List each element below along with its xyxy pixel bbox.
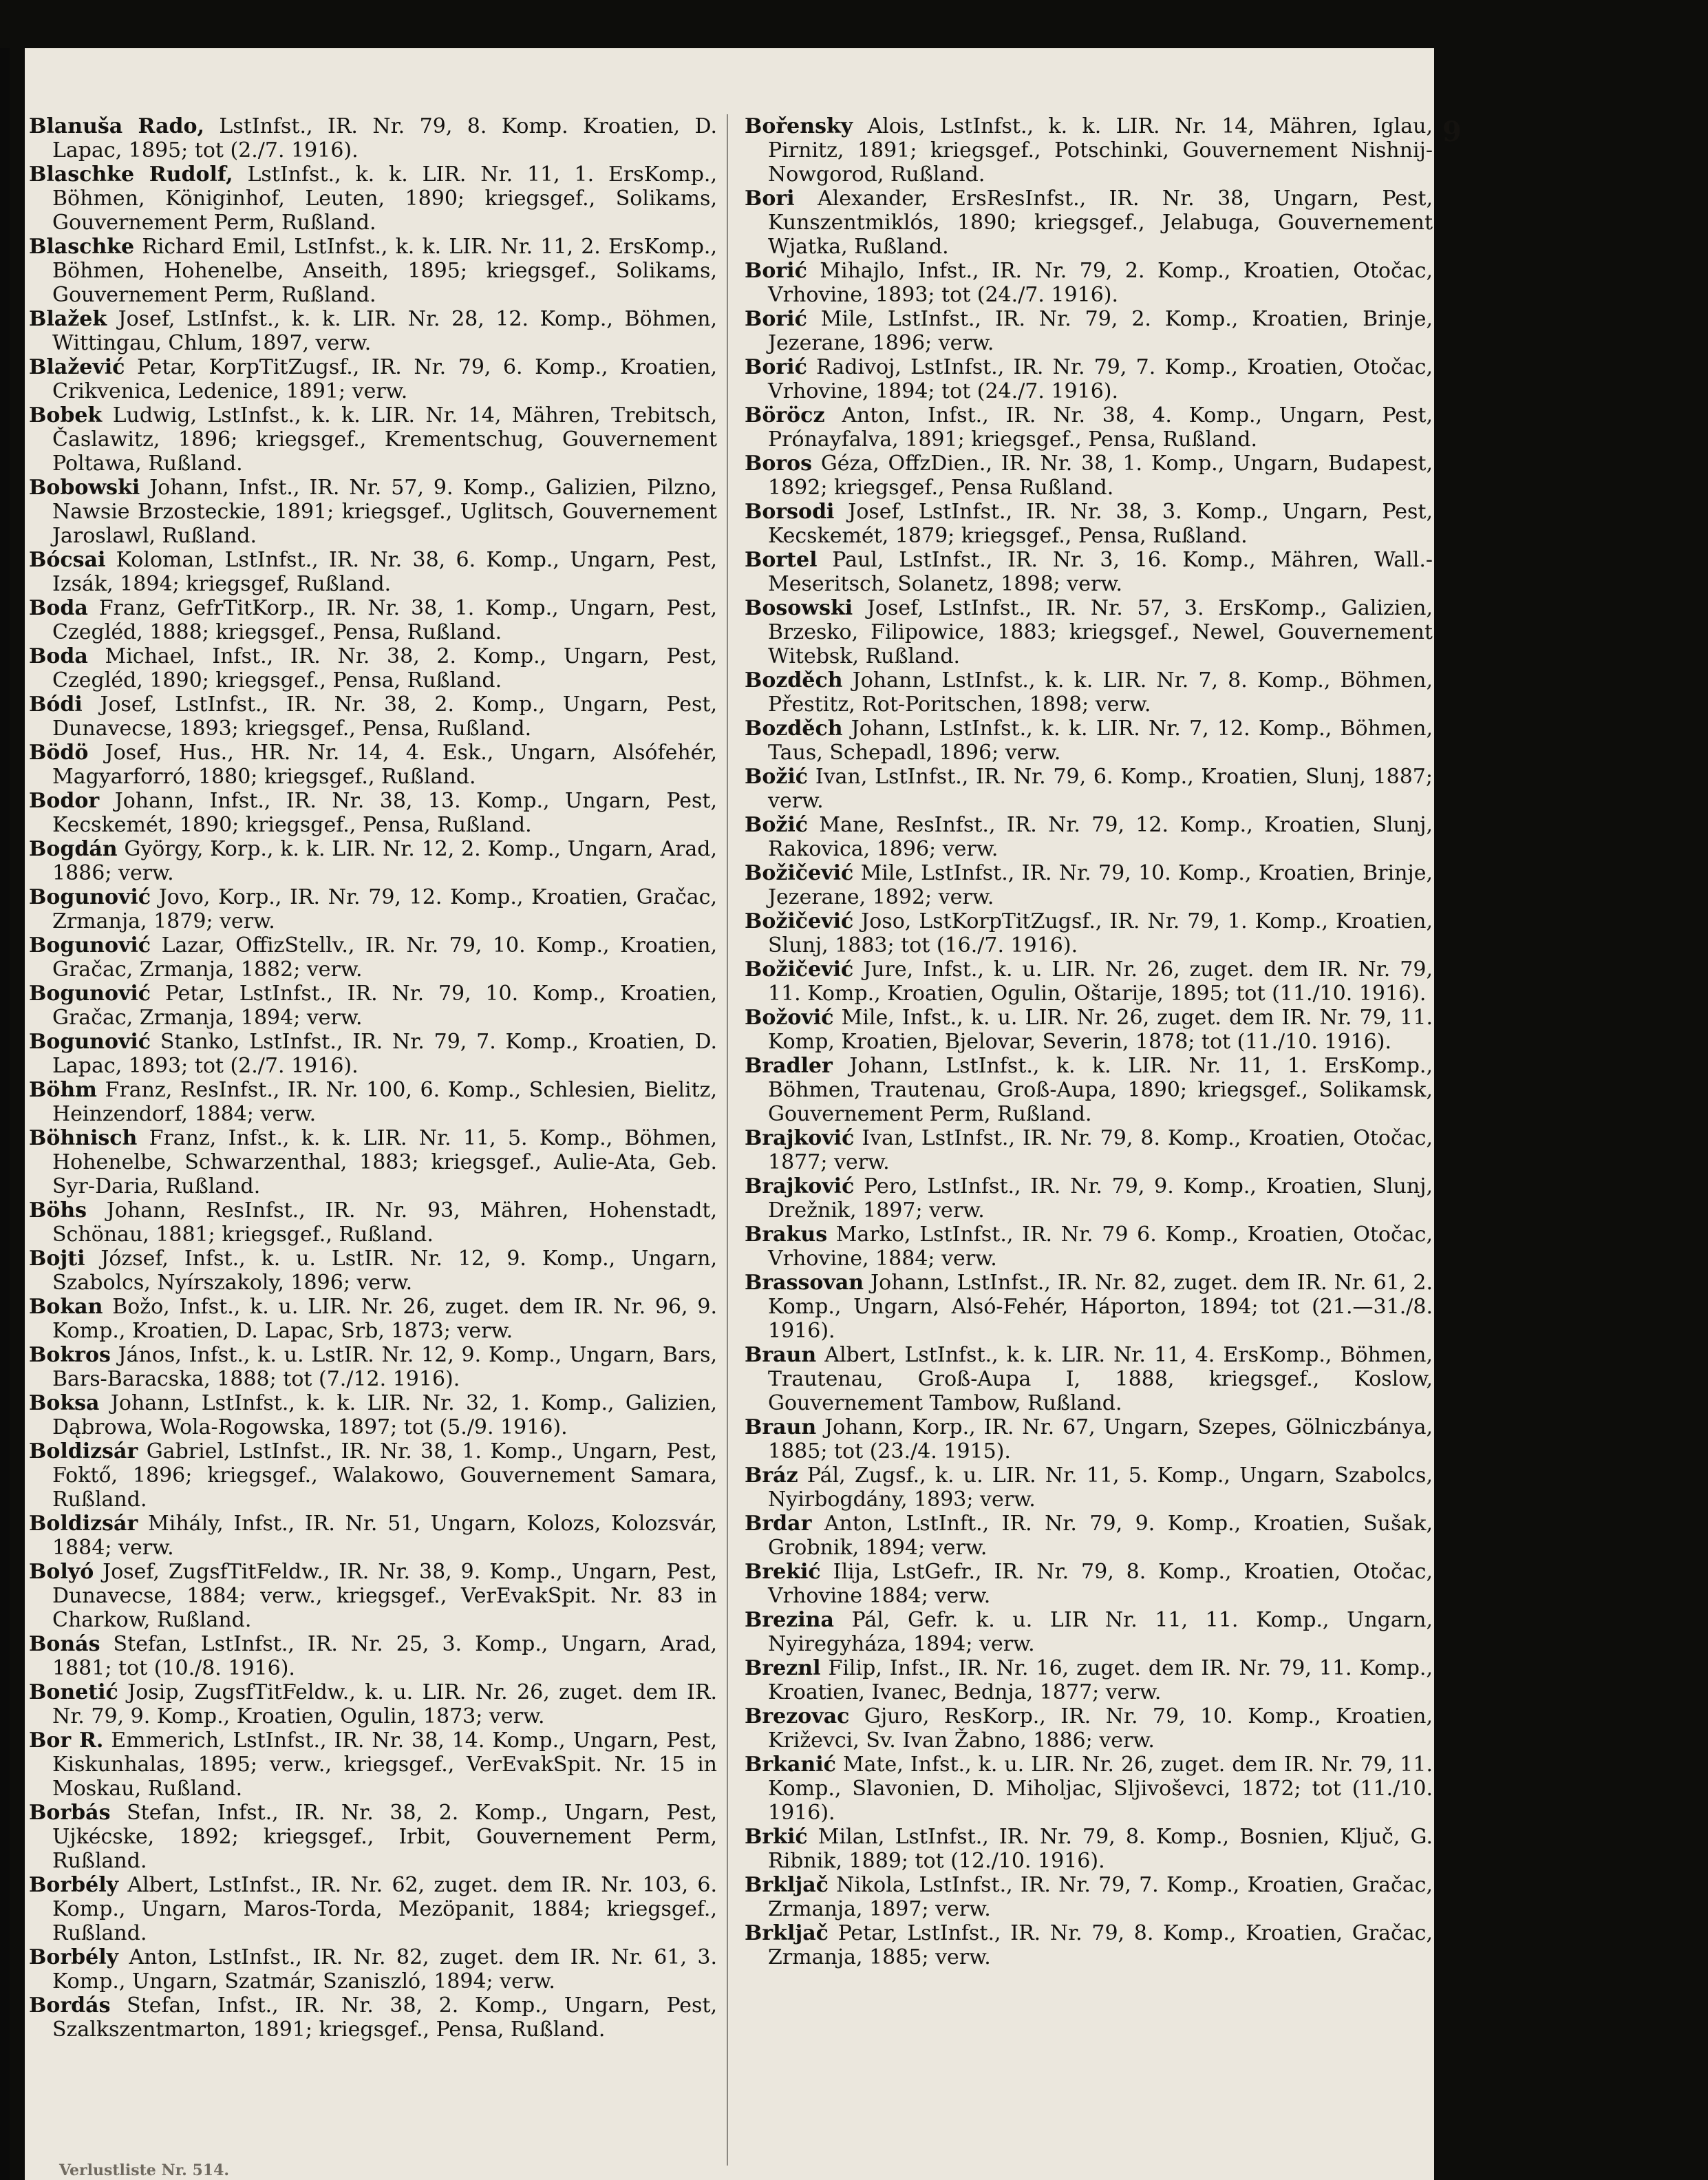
entry-details: Pál, Gefr. k. u. LIR Nr. 11, 11. Komp., Ungarn, Nyiregyháza, 1894; verw. — [768, 1608, 1433, 1656]
list-entry — [29, 1512, 717, 1560]
entry-details: Petar, LstInfst., IR. Nr. 79, 8. Komp., Kroatien, Gračac, Zrmanja, 1885; verw. — [768, 1921, 1433, 1969]
entry-details: Anton, Infst., IR. Nr. 38, 4. Komp., Ungarn, Pest, Prónayfalva, 1891; kriegsgef., Pensa, Rußland. — [768, 403, 1433, 452]
entry-name: Boda — [29, 644, 88, 668]
entry-name: Boksa — [29, 1391, 100, 1415]
entry-name: Brajković — [745, 1126, 855, 1150]
entry-details: Petar, KorpTitZugsf., IR. Nr. 79, 6. Komp., Kroatien, Crikvenica, Ledenice, 1891; verw. — [52, 355, 717, 403]
entry-name: Braun — [745, 1415, 817, 1439]
list-entry — [745, 1054, 1433, 1126]
list-entry — [29, 1343, 717, 1391]
list-entry — [745, 1873, 1433, 1921]
entry-name: Boldizsár — [29, 1439, 138, 1463]
list-entry — [745, 1825, 1433, 1873]
list-entry — [29, 644, 717, 692]
entry-name: Bokan — [29, 1295, 103, 1319]
entry-name: Bodor — [29, 789, 100, 813]
entry-details: Johann, LstInfst., k. k. LIR. Nr. 11, 1. ErsKomp., Böhmen, Trautenau, Groß-Aupa, 1890; kriegsgef., Solikamsk, Gouvernement Perm, Rußland. — [768, 1054, 1433, 1126]
entry-name: Bogdán — [29, 837, 118, 861]
column-divider — [727, 114, 728, 2166]
entry-name: Bozděch — [745, 668, 843, 692]
entry-name: Borić — [745, 355, 807, 379]
list-entry — [29, 1728, 717, 1801]
entry-name: Bořensky — [745, 114, 853, 138]
entry-details: Božo, Infst., k. u. LIR. Nr. 26, zuget. dem IR. Nr. 96, 9. Komp., Kroatien, D. Lapac, Srb, 1873; verw. — [52, 1295, 717, 1343]
entry-name: Brajković — [745, 1174, 855, 1198]
entry-details: Géza, OffzDien., IR. Nr. 38, 1. Komp., Ungarn, Budapest, 1892; kriegsgef., Pensa Rußland. — [768, 452, 1433, 500]
entry-details: Gabriel, LstInfst., IR. Nr. 38, 1. Komp., Ungarn, Pest, Foktő, 1896; kriegsgef., Walakowo, Gouvernement Samara, Rußland. — [52, 1439, 717, 1512]
entry-details: Milan, LstInfst., IR. Nr. 79, 8. Komp., Bosnien, Ključ, G. Ribnik, 1889; tot (12./10. 1916). — [768, 1825, 1433, 1873]
list-entry — [745, 668, 1433, 717]
entry-details: Josef, LstInfst., IR. Nr. 38, 2. Komp., Ungarn, Pest, Dunavecse, 1893; kriegsgef., Pensa, Rußland. — [52, 692, 717, 741]
entry-name: Bogunović — [29, 1030, 151, 1054]
list-entry — [745, 355, 1433, 403]
list-entry — [745, 1463, 1433, 1512]
entry-name: Bradler — [745, 1054, 833, 1078]
entry-name: Bogunović — [29, 933, 151, 957]
right-column — [745, 114, 1433, 1969]
list-entry — [29, 114, 717, 162]
entry-name: Bori — [745, 187, 795, 211]
list-entry — [745, 1753, 1433, 1825]
entry-name: Bódi — [29, 692, 83, 717]
list-entry — [745, 259, 1433, 307]
list-entry — [29, 1680, 717, 1728]
list-entry — [29, 307, 717, 355]
entry-details: Jovo, Korp., IR. Nr. 79, 12. Komp., Kroatien, Gračac, Zrmanja, 1879; verw. — [52, 885, 717, 933]
entry-details: Josef, Hus., HR. Nr. 14, 4. Esk., Ungarn, Alsófehér, Magyarforró, 1880; kriegsgef., Rußland. — [52, 741, 717, 789]
list-entry — [29, 596, 717, 644]
entry-name: Blanuša Rado, — [29, 114, 204, 138]
entry-details: Stanko, LstInfst., IR. Nr. 79, 7. Komp., Kroatien, D. Lapac, 1893; tot (2./7. 1916). — [52, 1030, 717, 1078]
entry-details: Josef, LstInfst., IR. Nr. 38, 3. Komp., Ungarn, Pest, Kecskemét, 1879; kriegsgef., Pensa, Rußland. — [768, 500, 1433, 548]
entry-name: Bojti — [29, 1247, 85, 1271]
entry-name: Blaschke — [29, 235, 135, 259]
entry-name: Božičević — [745, 957, 854, 982]
list-entry — [29, 1439, 717, 1512]
entry-name: Brakus — [745, 1223, 828, 1247]
entry-name: Bogunović — [29, 885, 151, 909]
entry-details: Mihajlo, Infst., IR. Nr. 79, 2. Komp., Kroatien, Otočac, Vrhovine, 1893; tot (24./7. 1916). — [768, 259, 1433, 307]
entry-details: Albert, LstInfst., k. k. LIR. Nr. 11, 4. ErsKomp., Böhmen, Trautenau, Groß-Aupa I, 1888, kriegsgef., Koslow, Gouvernement Tambow, Rußland. — [768, 1343, 1433, 1415]
list-entry — [745, 813, 1433, 861]
list-entry — [29, 548, 717, 596]
footer-note: Verlustliste Nr. 514. — [59, 2161, 230, 2179]
entry-name: Božičević — [745, 909, 854, 933]
entry-name: Bócsai — [29, 548, 106, 572]
list-entry — [29, 235, 717, 307]
entry-name: Boldizsár — [29, 1512, 138, 1536]
entry-details: Koloman, LstInfst., IR. Nr. 38, 6. Komp., Ungarn, Pest, Izsák, 1894; kriegsgef, Rußland. — [52, 548, 717, 596]
entry-details: Ludwig, LstInfst., k. k. LIR. Nr. 14, Mähren, Trebitsch, Časlawitz, 1896; kriegsgef., Krementschug, Gouvernement Poltawa, Rußland. — [52, 403, 717, 476]
entry-details: Alexander, ErsResInfst., IR. Nr. 38, Ungarn, Pest, Kunszentmiklós, 1890; kriegsgef., Jelabuga, Gouvernement Wjatka, Rußland. — [768, 187, 1433, 259]
entry-name: Boda — [29, 596, 88, 620]
entry-details: Joso, LstKorpTitZugsf., IR. Nr. 79, 1. Komp., Kroatien, Slunj, 1883; tot (16./7. 1916). — [768, 909, 1433, 957]
list-entry — [745, 1126, 1433, 1174]
entry-details: Nikola, LstInfst., IR. Nr. 79, 7. Komp., Kroatien, Gračac, Zrmanja, 1897; verw. — [768, 1873, 1433, 1921]
entry-details: Ilija, LstGefr., IR. Nr. 79, 8. Komp., Kroatien, Otočac, Vrhovine 1884; verw. — [768, 1560, 1433, 1608]
list-entry — [745, 1223, 1433, 1271]
entry-name: Bordás — [29, 1993, 111, 2018]
list-entry — [29, 1078, 717, 1126]
page-number: 9 — [1442, 116, 1462, 148]
entry-details: Lazar, OffizStellv., IR. Nr. 79, 10. Komp., Kroatien, Gračac, Zrmanja, 1882; verw. — [52, 933, 717, 982]
entry-details: Anton, LstInft., IR. Nr. 79, 9. Komp., Kroatien, Sušak, Grobnik, 1894; verw. — [768, 1512, 1433, 1560]
entry-name: Brkljač — [745, 1921, 829, 1945]
entry-details: Mile, Infst., k. u. LIR. Nr. 26, zuget. dem IR. Nr. 79, 11. Komp, Kroatien, Bjelovar, Severin, 1878; tot (11./10. 1916). — [768, 1006, 1433, 1054]
list-entry — [745, 1415, 1433, 1463]
entry-name: Borić — [745, 307, 807, 331]
list-entry — [29, 885, 717, 933]
list-entry — [29, 1198, 717, 1247]
entry-details: Stefan, Infst., IR. Nr. 38, 2. Komp., Ungarn, Pest, Szalkszentmarton, 1891; kriegsgef., Pensa, Rußland. — [52, 1993, 717, 2042]
entry-details: Anton, LstInfst., IR. Nr. 82, zuget. dem IR. Nr. 61, 3. Komp., Ungarn, Szatmár, Szaniszló, 1894; verw. — [52, 1945, 717, 1993]
entry-name: Blaschke Rudolf, — [29, 162, 233, 187]
entry-details: Richard Emil, LstInfst., k. k. LIR. Nr. 11, 2. ErsKomp., Böhmen, Hohenelbe, Anseith, 1895; kriegsgef., Solikams, Gouvernement Perm, Rußland. — [52, 235, 717, 307]
entry-name: Brezovac — [745, 1704, 850, 1728]
entry-details: Mane, ResInfst., IR. Nr. 79, 12. Komp., Kroatien, Slunj, Rakovica, 1896; verw. — [768, 813, 1433, 861]
list-entry — [29, 355, 717, 403]
document-page — [25, 48, 1462, 2180]
entry-details: LstInfst., IR. Nr. 79, 8. Komp. Kroatien, D. Lapac, 1895; tot (2./7. 1916). — [52, 114, 718, 162]
entry-details: József, Infst., k. u. LstIR. Nr. 12, 9. Komp., Ungarn, Szabolcs, Nyírszakoly, 1896; verw. — [52, 1247, 717, 1295]
list-entry — [745, 765, 1433, 813]
list-entry — [29, 1295, 717, 1343]
list-entry — [745, 861, 1433, 909]
entry-name: Bor R. — [29, 1728, 104, 1753]
entry-name: Bokros — [29, 1343, 111, 1367]
entry-details: Petar, LstInfst., IR. Nr. 79, 10. Komp., Kroatien, Gračac, Zrmanja, 1894; verw. — [52, 982, 717, 1030]
entry-details: Emmerich, LstInfst., IR. Nr. 38, 14. Komp., Ungarn, Pest, Kiskunhalas, 1895; verw., kriegsgef., VerEvakSpit. Nr. 15 in Moskau, Rußland. — [52, 1728, 717, 1801]
entry-name: Bonás — [29, 1632, 100, 1656]
list-entry — [745, 1174, 1433, 1223]
entry-details: Pero, LstInfst., IR. Nr. 79, 9. Komp., Kroatien, Slunj, Drežnik, 1897; verw. — [768, 1174, 1433, 1223]
entry-details: Pál, Zugsf., k. u. LIR. Nr. 11, 5. Komp., Ungarn, Szabolcs, Nyirbogdány, 1893; verw. — [768, 1463, 1433, 1512]
list-entry — [745, 548, 1433, 596]
entry-details: LstInfst., k. k. LIR. Nr. 11, 1. ErsKomp., Böhmen, Königinhof, Leuten, 1890; kriegsgef., Solikams, Gouvernement Perm, Rußland. — [52, 162, 718, 235]
entry-details: János, Infst., k. u. LstIR. Nr. 12, 9. Komp., Ungarn, Bars, Bars-Baracska, 1888; tot (7./12. 1916). — [52, 1343, 717, 1391]
entry-name: Böhm — [29, 1078, 97, 1102]
entry-details: Johann, Infst., IR. Nr. 38, 13. Komp., Ungarn, Pest, Kecskemét, 1890; kriegsgef., Pensa, Rußland. — [52, 789, 717, 837]
list-entry — [745, 717, 1433, 765]
entry-name: Bosowski — [745, 596, 853, 620]
entry-details: Franz, ResInfst., IR. Nr. 100, 6. Komp., Schlesien, Bielitz, Heinzendorf, 1884; verw. — [52, 1078, 717, 1126]
entry-name: Brassovan — [745, 1271, 864, 1295]
entry-name: Brkanić — [745, 1753, 836, 1777]
entry-name: Bráz — [745, 1463, 798, 1488]
list-entry — [745, 1006, 1433, 1054]
entry-name: Borbély — [29, 1873, 119, 1897]
list-entry — [745, 1343, 1433, 1415]
entry-name: Bozděch — [745, 717, 843, 741]
entry-name: Bogunović — [29, 982, 151, 1006]
entry-details: Josef, LstInfst., IR. Nr. 57, 3. ErsKomp., Galizien, Brzesko, Filipowice, 1883; kriegsgef., Newel, Gouvernement Witebsk, Rußland. — [768, 596, 1433, 668]
entry-details: Josip, ZugsfTitFeldw., k. u. LIR. Nr. 26, zuget. dem IR. Nr. 79, 9. Komp., Kroatien, Ogulin, 1873; verw. — [52, 1680, 717, 1728]
entry-name: Brdar — [745, 1512, 812, 1536]
entry-details: Alois, LstInfst., k. k. LIR. Nr. 14, Mähren, Iglau, Pirnitz, 1891; kriegsgef., Potschinki, Gouvernement Nishnij-Nowgorod, Rußland. — [768, 114, 1433, 187]
entry-name: Braun — [745, 1343, 817, 1367]
entry-details: Paul, LstInfst., IR. Nr. 3, 16. Komp., Mähren, Wall.-Meseritsch, Solanetz, 1898; verw. — [768, 548, 1433, 596]
entry-name: Breznl — [745, 1656, 821, 1680]
list-entry — [29, 1945, 717, 1993]
list-entry — [745, 1608, 1433, 1656]
list-entry — [745, 307, 1433, 355]
entry-name: Boros — [745, 452, 813, 476]
list-entry — [745, 1921, 1433, 1969]
list-entry — [745, 1271, 1433, 1343]
entry-name: Böhs — [29, 1198, 87, 1223]
list-entry — [29, 741, 717, 789]
list-entry — [29, 1126, 717, 1198]
list-entry — [745, 1512, 1433, 1560]
entry-name: Brezina — [745, 1608, 834, 1632]
entry-details: Radivoj, LstInfst., IR. Nr. 79, 7. Komp., Kroatien, Otočac, Vrhovine, 1894; tot (24./7. 1916). — [768, 355, 1433, 403]
list-entry — [745, 187, 1433, 259]
entry-name: Božić — [745, 813, 809, 837]
entry-details: Albert, LstInfst., IR. Nr. 62, zuget. dem IR. Nr. 103, 6. Komp., Ungarn, Maros-Torda, Mezöpanit, 1884; kriegsgef., Rußland. — [52, 1873, 717, 1945]
entry-details: Gjuro, ResKorp., IR. Nr. 79, 10. Komp., Kroatien, Križevci, Sv. Ivan Žabno, 1886; verw. — [768, 1704, 1433, 1753]
list-entry — [29, 1801, 717, 1873]
entry-details: Stefan, Infst., IR. Nr. 38, 2. Komp., Ungarn, Pest, Ujkécske, 1892; kriegsgef., Irbit, Gouvernement Perm, Rußland. — [52, 1801, 717, 1873]
entry-details: Johann, LstInfst., IR. Nr. 82, zuget. dem IR. Nr. 61, 2. Komp., Ungarn, Alsó-Fehér, Háporton, 1894; tot (21.—31./8. 1916). — [768, 1271, 1433, 1343]
entry-details: Franz, GefrTitKorp., IR. Nr. 38, 1. Komp., Ungarn, Pest, Czegléd, 1888; kriegsgef., Pensa, Rußland. — [52, 596, 717, 644]
entry-details: Mihály, Infst., IR. Nr. 51, Ungarn, Kolozs, Kolozsvár, 1884; verw. — [52, 1512, 717, 1560]
entry-name: Borić — [745, 259, 807, 283]
left-column — [29, 114, 717, 2042]
list-entry — [29, 1993, 717, 2042]
entry-details: György, Korp., k. k. LIR. Nr. 12, 2. Komp., Ungarn, Arad, 1886; verw. — [52, 837, 717, 885]
entry-name: Böröcz — [745, 403, 825, 427]
entry-name: Borbás — [29, 1801, 111, 1825]
list-entry — [29, 162, 717, 235]
entry-details: Ivan, LstInfst., IR. Nr. 79, 8. Komp., Kroatien, Otočac, 1877; verw. — [768, 1126, 1433, 1174]
entry-details: Franz, Infst., k. k. LIR. Nr. 11, 5. Komp., Böhmen, Hohenelbe, Schwarzenthal, 1883; kriegsgef., Aulie-Ata, Geb. Syr-Daria, Rußland. — [52, 1126, 717, 1198]
list-entry — [745, 114, 1433, 187]
list-entry — [29, 1391, 717, 1439]
entry-name: Božović — [745, 1006, 834, 1030]
list-entry — [29, 1030, 717, 1078]
entry-name: Brkić — [745, 1825, 808, 1849]
entry-details: Johann, Infst., IR. Nr. 57, 9. Komp., Galizien, Pilzno, Nawsie Brzosteckie, 1891; kriegsgef., Uglitsch, Gouvernement Jaroslawl, Rußland. — [52, 476, 717, 548]
entry-details: Johann, LstInfst., k. k. LIR. Nr. 32, 1. Komp., Galizien, Dąbrowa, Wola-Rogowska, 1897; tot (5./9. 1916). — [52, 1391, 717, 1439]
entry-name: Bonetić — [29, 1680, 118, 1704]
entry-name: Božičević — [745, 861, 854, 885]
entry-details: Filip, Infst., IR. Nr. 16, zuget. dem IR. Nr. 79, 11. Komp., Kroatien, Ivanec, Bednja, 1877; verw. — [768, 1656, 1433, 1704]
entry-details: Johann, LstInfst., k. k. LIR. Nr. 7, 8. Komp., Böhmen, Přestitz, Rot-Poritschen, 1898; verw. — [768, 668, 1433, 717]
entry-name: Božić — [745, 765, 809, 789]
list-entry — [29, 1632, 717, 1680]
entry-name: Bobowski — [29, 476, 140, 500]
list-entry — [745, 1704, 1433, 1753]
entry-name: Bödö — [29, 741, 89, 765]
entry-details: Mate, Infst., k. u. LIR. Nr. 26, zuget. dem IR. Nr. 79, 11. Komp., Slavonien, D. Miholjac, Sljivoševci, 1872; tot (11./10. 1916). — [768, 1753, 1433, 1825]
binding-shadow — [0, 48, 10, 2180]
list-entry — [745, 1560, 1433, 1608]
entry-name: Bobek — [29, 403, 103, 427]
list-entry — [745, 957, 1433, 1006]
list-entry — [29, 1560, 717, 1632]
entry-name: Blažek — [29, 307, 107, 331]
entry-details: Johann, LstInfst., k. k. LIR. Nr. 7, 12. Komp., Böhmen, Taus, Schepadl, 1896; verw. — [768, 717, 1433, 765]
entry-details: Jure, Infst., k. u. LIR. Nr. 26, zuget. dem IR. Nr. 79, 11. Komp., Kroatien, Ogulin, Oštarije, 1895; tot (11./10. 1916). — [768, 957, 1433, 1006]
list-entry — [745, 452, 1433, 500]
entry-details: Josef, ZugsfTitFeldw., IR. Nr. 38, 9. Komp., Ungarn, Pest, Dunavecse, 1884; verw., kriegsgef., VerEvakSpit. Nr. 83 in Charkow, Rußland. — [52, 1560, 717, 1632]
entry-name: Borsodi — [745, 500, 835, 524]
entry-name: Böhnisch — [29, 1126, 138, 1150]
entry-details: Josef, LstInfst., k. k. LIR. Nr. 28, 12. Komp., Böhmen, Wittingau, Chlum, 1897, verw. — [52, 307, 717, 355]
entry-details: Michael, Infst., IR. Nr. 38, 2. Komp., Ungarn, Pest, Czegléd, 1890; kriegsgef., Pensa, Rußland. — [52, 644, 717, 692]
entry-details: Mile, LstInfst., IR. Nr. 79, 2. Komp., Kroatien, Brinje, Jezerane, 1896; verw. — [768, 307, 1433, 355]
list-entry — [29, 476, 717, 548]
entry-name: Brekić — [745, 1560, 821, 1584]
list-entry — [745, 403, 1433, 452]
entry-details: Johann, Korp., IR. Nr. 67, Ungarn, Szepes, Gölniczbánya, 1885; tot (23./4. 1915). — [768, 1415, 1433, 1463]
list-entry — [29, 403, 717, 476]
list-entry — [29, 692, 717, 741]
entry-details: Johann, ResInfst., IR. Nr. 93, Mähren, Hohenstadt, Schönau, 1881; kriegsgef., Rußland. — [52, 1198, 717, 1247]
entry-details: Stefan, LstInfst., IR. Nr. 25, 3. Komp., Ungarn, Arad, 1881; tot (10./8. 1916). — [52, 1632, 717, 1680]
list-entry — [745, 596, 1433, 668]
list-entry — [29, 789, 717, 837]
entry-details: Ivan, LstInfst., IR. Nr. 79, 6. Komp., Kroatien, Slunj, 1887; verw. — [768, 765, 1433, 813]
entry-name: Brkljač — [745, 1873, 829, 1897]
entry-name: Borbély — [29, 1945, 119, 1969]
list-entry — [745, 1656, 1433, 1704]
list-entry — [29, 837, 717, 885]
list-entry — [745, 500, 1433, 548]
entry-details: Marko, LstInfst., IR. Nr. 79 6. Komp., Kroatien, Otočac, Vrhovine, 1884; verw. — [768, 1223, 1433, 1271]
list-entry — [29, 982, 717, 1030]
list-entry — [745, 909, 1433, 957]
entry-details: Mile, LstInfst., IR. Nr. 79, 10. Komp., Kroatien, Brinje, Jezerane, 1892; verw. — [768, 861, 1433, 909]
list-entry — [29, 933, 717, 982]
entry-name: Bortel — [745, 548, 818, 572]
entry-name: Bolyó — [29, 1560, 94, 1584]
list-entry — [29, 1247, 717, 1295]
list-entry — [29, 1873, 717, 1945]
entry-name: Blažević — [29, 355, 125, 379]
